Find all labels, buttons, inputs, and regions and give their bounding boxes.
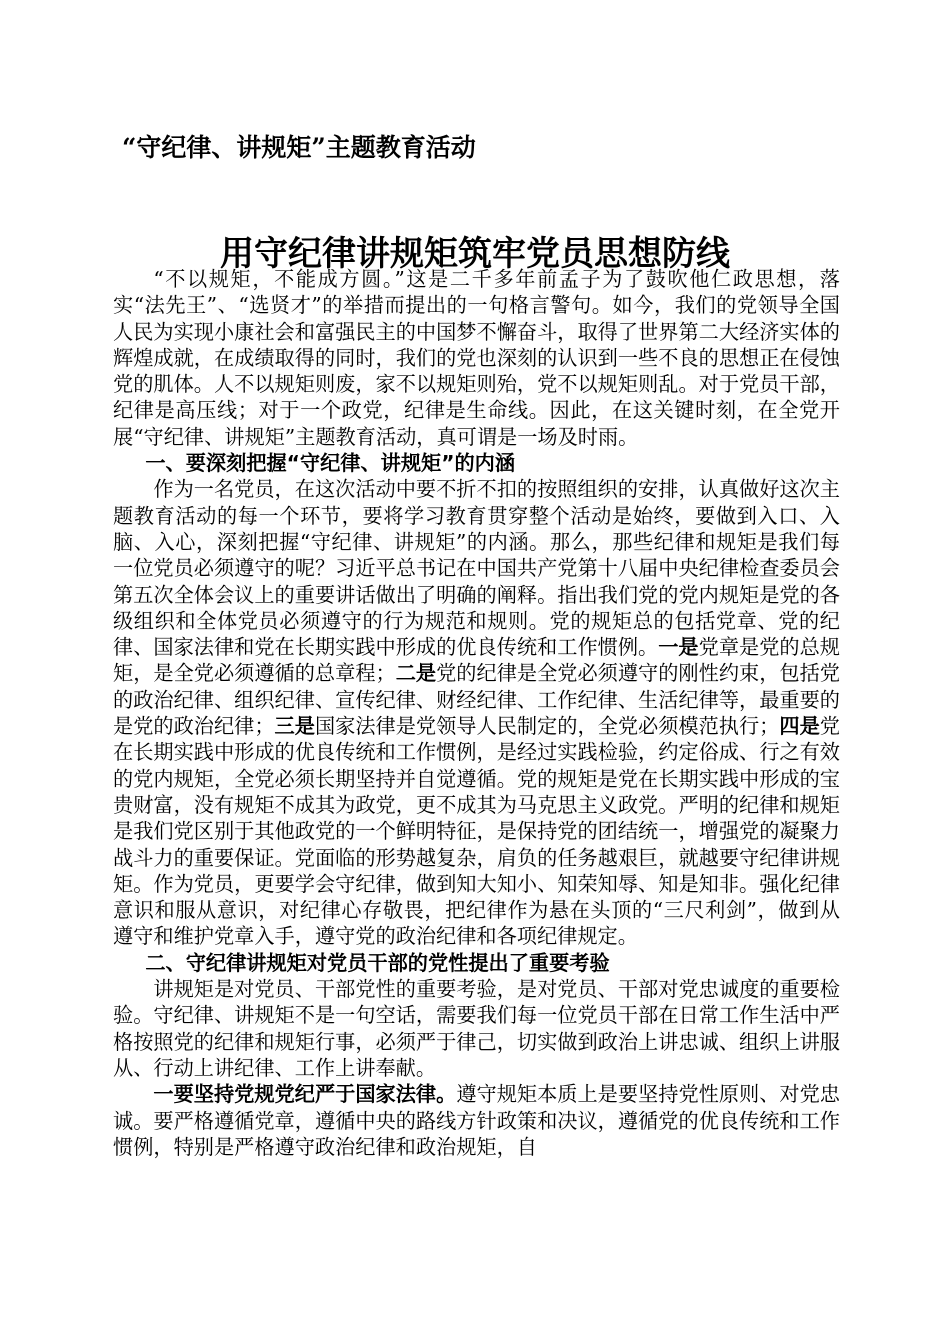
article-body <box>113 266 840 1160</box>
paragraph-section-1 <box>113 476 840 949</box>
paragraph-text: 作为一名党员，在这次活动中要不折不扣的按照组织的安排，认真做好这次主题教育活动的每一个环节，要将学习教育贯穿整个活动是始终，要做到入口、入脑、入心，深刻把握“守纪律、讲规矩”的内涵。那么，那些纪律和规矩是我们每一位党员必须遵守的呢？习近平总书记在中国共产党第十八届中央纪律检查委员会第五次全体会议上的重要讲话做出了明确的阐释。指出我们党的党内规矩是党的各级组织和全体党员必须遵守的行为规范和规则。党的规矩总的包括党章、党的纪律、国家法律和党在长期实践中形成的优良传统和工作惯例。 <box>113 477 840 660</box>
paragraph-intro: “不以规矩，不能成方圆。”这是二千多年前孟子为了鼓吹他仁政思想，落实“法先王”、“选贤才”的举措而提出的一句格言警句。如今，我们的党领导全国人民为实现小康社会和富强民主的中国梦不懈奋斗，取得了世界第二大经济实体的辉煌成就，在成绩取得的同时，我们的党也深刻的认识到一些不良的思想正在侵蚀党的肌体。人不以规矩则废，家不以规矩则殆，党不以规矩则乱。对于党员干部，纪律是高压线；对于一个政党，纪律是生命线。因此，在这关键时刻，在全党开展“守纪律、讲规矩”主题教育活动，真可谓是一场及时雨。 <box>113 267 840 449</box>
point-lead: 一要坚持党规党纪严于国家法律。 <box>153 1082 457 1107</box>
point-label-3: 三是 <box>274 714 315 739</box>
paragraph-text: 党章是党的总规矩，是全党必须遵循的总章程； <box>113 635 840 686</box>
section-heading-2: 二、守纪律讲规矩对党员干部的党性提出了重要考验 <box>145 950 610 975</box>
paragraph-text: 遵守规矩本质上是要坚持党性原则、对党忠诚。要严格遵循党章，遵循中央的路线方针政策和决议，遵循党的优良传统和工作惯例，特别是严格遵守政治纪律和政治规矩，自 <box>113 1082 840 1159</box>
activity-theme-header: “守纪律、讲规矩”主题教育活动 <box>122 133 476 162</box>
paragraph-section-2: 讲规矩是对党员、干部党性的重要考验，是对党员、干部对党忠诚度的重要检验。守纪律、讲规矩不是一句空话，需要我们每一位党员干部在日常工作生活中严格按照党的纪律和规矩行事，必须严于律己，切实做到政治上讲忠诚、组织上讲服从、行动上讲纪律、工作上讲奉献。 <box>113 977 840 1080</box>
point-label-4: 四是 <box>779 714 820 739</box>
paragraph-text: 国家法律是党领导人民制定的，全党必须模范执行； <box>314 714 780 739</box>
point-label-2: 二是 <box>395 661 437 686</box>
article-title: 用守纪律讲规矩筑牢党员思想防线 <box>220 234 730 274</box>
paragraph-text: 党的纪律是全党必须遵守的刚性约束，包括党的政治纪律、组织纪律、宣传纪律、财经纪律、工作纪律、生活纪律等，最重要的是党的政治纪律； <box>113 661 840 739</box>
section-heading-1: 一、要深刻把握“守纪律、讲规矩”的内涵 <box>145 451 516 476</box>
point-label-1: 一是 <box>658 635 699 660</box>
paragraph-point-1 <box>113 1081 840 1160</box>
paragraph-text: 党在长期实践中形成的优良传统和工作惯例，是经过实践检验，约定俗成、行之有效的党内规矩，全党必须长期坚持并自觉遵循。党的规矩是党在长期实践中形成的宝贵财富，没有规矩不成其为政党，更不成其为马克思主义政党。严明的纪律和规矩是我们党区别于其他政党的一个鲜明特征，是保持党的团结统一，增强党的凝聚力战斗力的重要保证。党面临的形势越复杂，肩负的任务越艰巨，就越要守纪律讲规矩。作为党员，更要学会守纪律，做到知大知小、知荣知辱、知是知非。强化纪律意识和服从意识，对纪律心存敬畏，把纪律作为悬在头顶的“三尺利剑”，做到从遵守和维护党章入手，遵守党的政治纪律和各项纪律规定。 <box>113 714 840 949</box>
